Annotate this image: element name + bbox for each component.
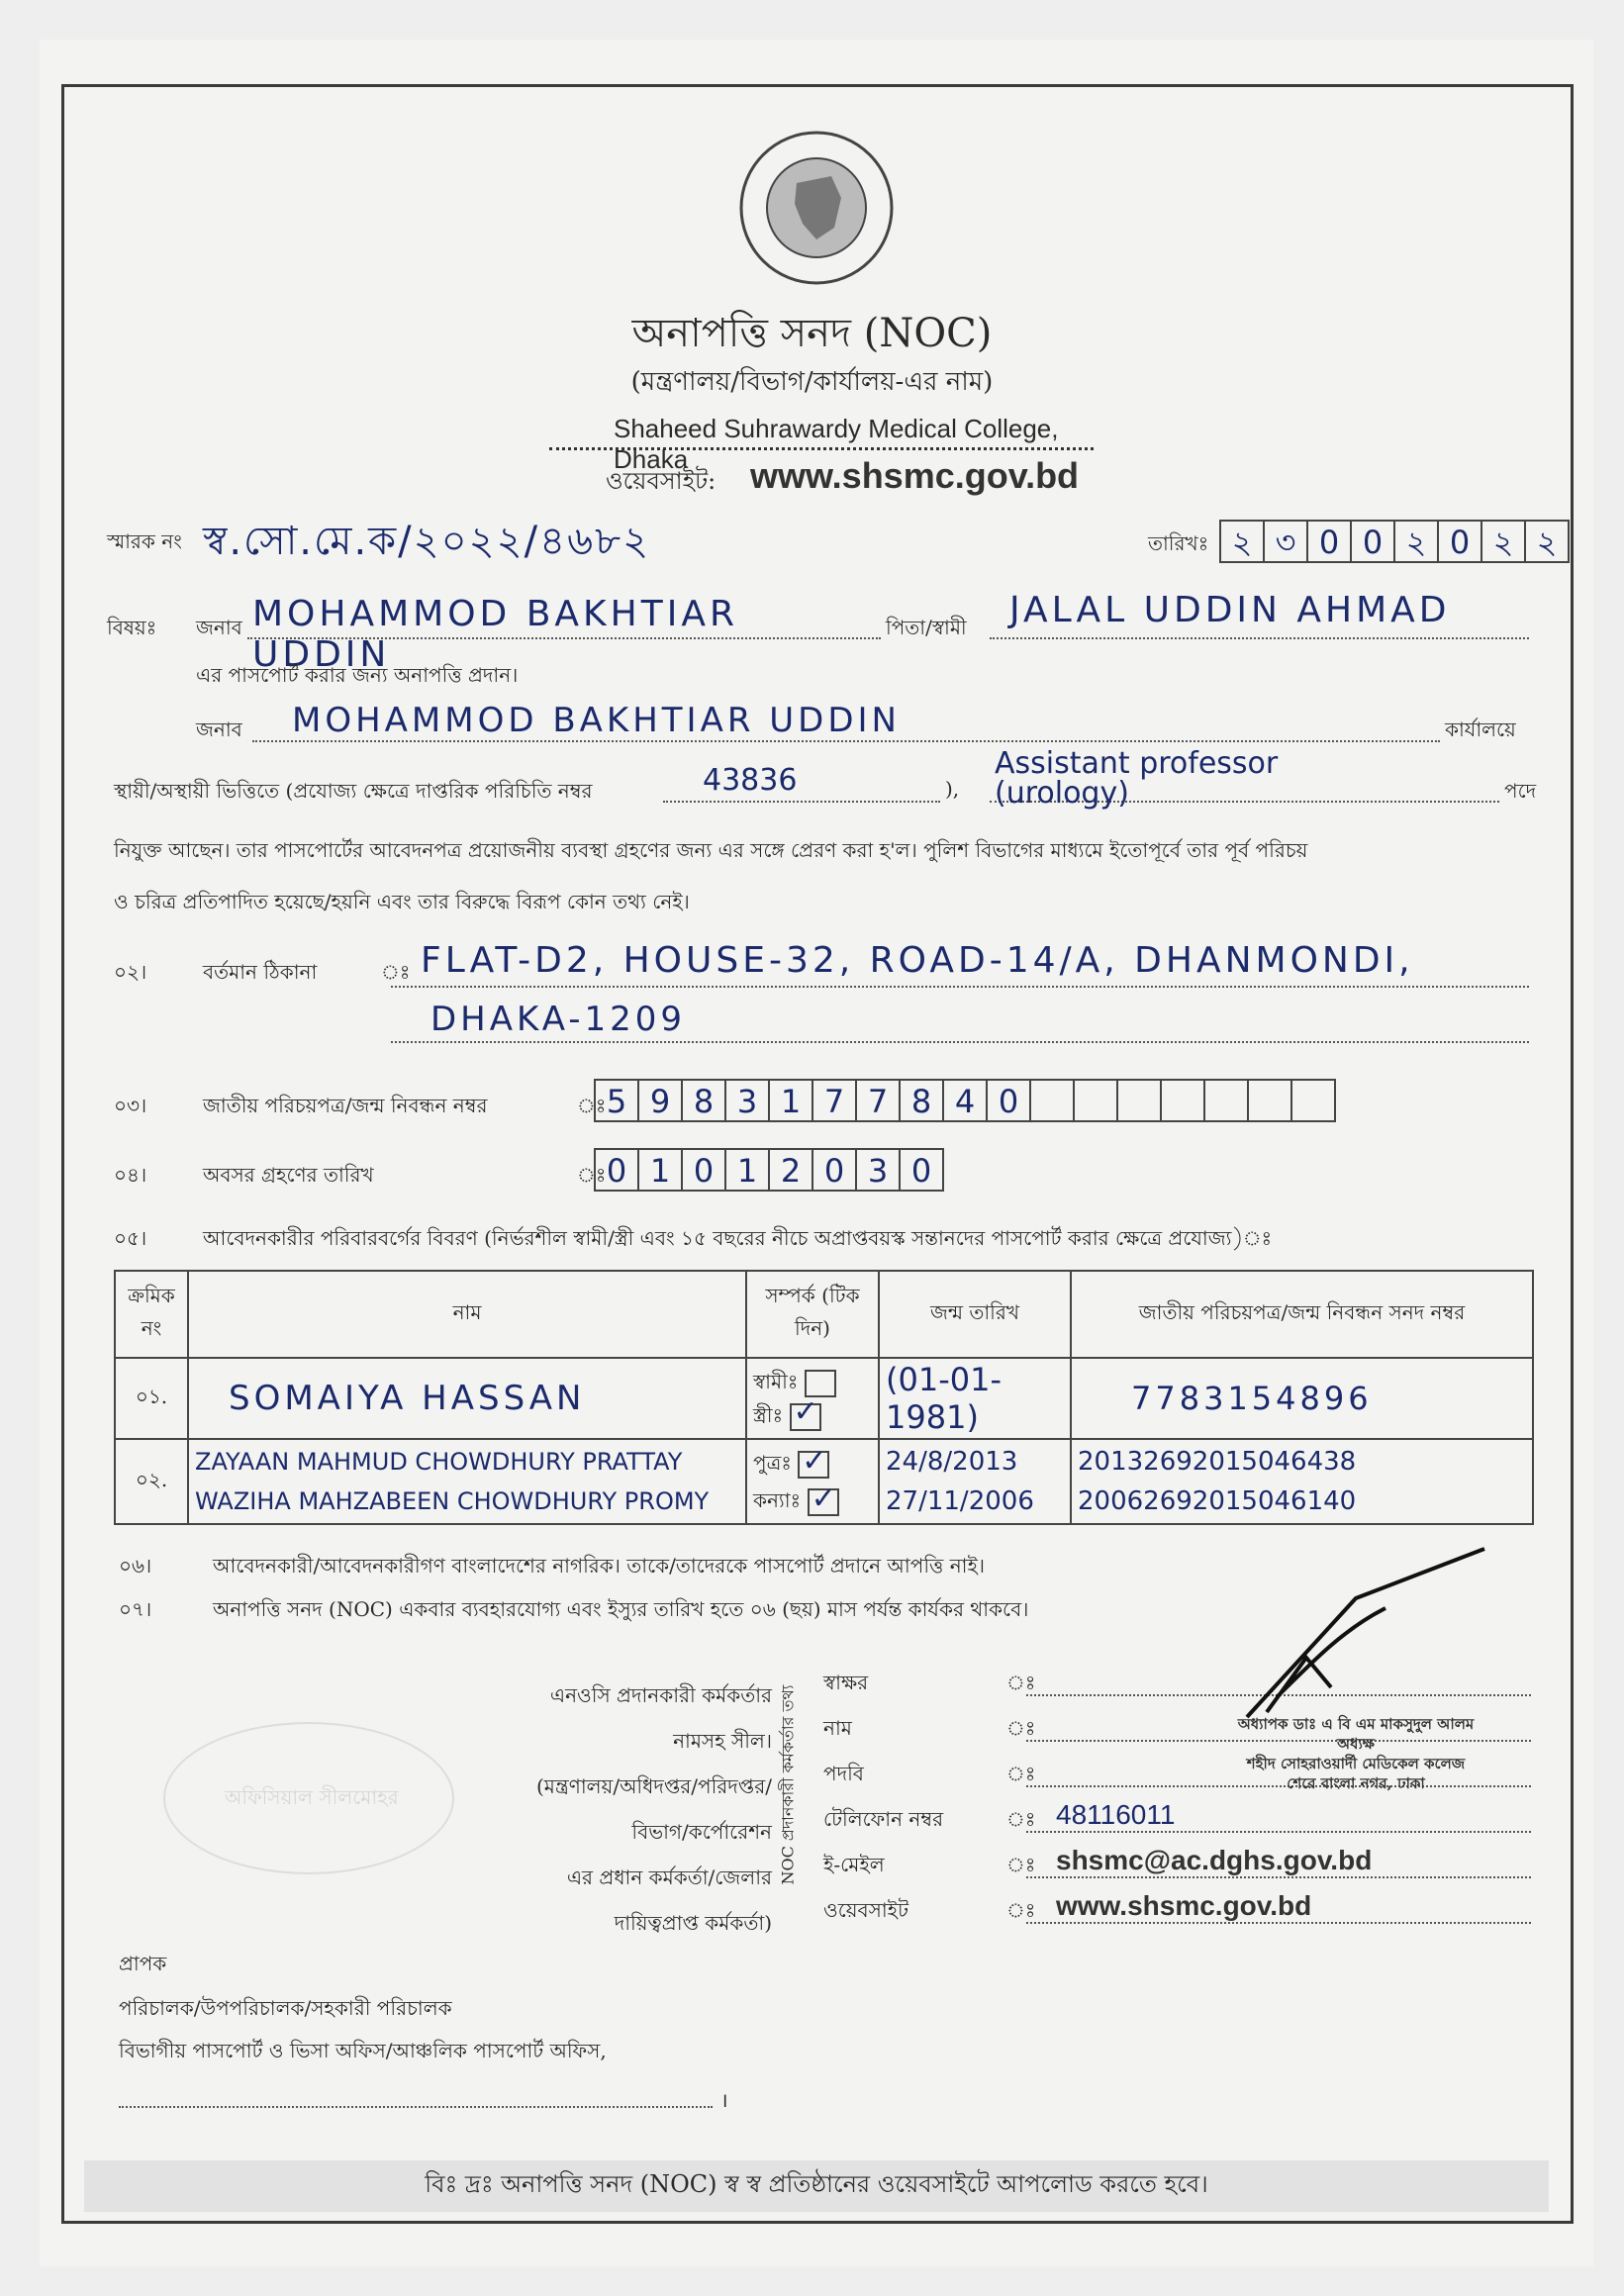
stamp-name: অধ্যাপক ডাঃ এ বি এম মাকসুদুল আলম: [1237, 1715, 1475, 1733]
recipient-line2: বিভাগীয় পাসপোর্ট ও ভিসা অফিস/আঞ্চলিক পাসপোর্ট অফিস,: [119, 2039, 607, 2062]
signatory-field-label: ই-মেইল: [823, 1853, 885, 1876]
nid-digit-box: 1: [768, 1079, 813, 1122]
nid-digit-box: 3: [724, 1079, 770, 1122]
row2-serial: ০২.: [115, 1439, 188, 1524]
basis-text: স্থায়ী/অস্থায়ী ভিত্তিতে (প্রযোজ্য ক্ষেত্রে দাপ্তরিক পরিচিতি নম্বর: [114, 779, 593, 803]
date-digit-box: 0: [1350, 520, 1395, 563]
header-serial: ক্রমিক নং: [115, 1271, 188, 1358]
retire-boxes: [594, 1148, 942, 1192]
retire-digit-box: 1: [637, 1148, 683, 1192]
signatory-left-line: দায়িত্বপ্রাপ্ত কর্মকর্তা): [614, 1911, 772, 1935]
office-name-line: [549, 414, 1094, 474]
signatory-field-value: www.shsmc.gov.bd: [1056, 1890, 1312, 1921]
vertical-label: NOC প্রদানকারী কর্মকর্তার তথ্য: [778, 1684, 798, 1885]
designation-line: [990, 746, 1499, 811]
signatory-field-label: নাম: [823, 1716, 852, 1740]
official-stamp: [1178, 1714, 1534, 1793]
row2-nid-daughter: 20062692015046140: [1078, 1486, 1357, 1516]
row2-rel-son: পুত্রঃ: [753, 1451, 792, 1475]
signatory-left-line: এর প্রধান কর্মকর্তা/জেলার: [566, 1866, 772, 1889]
nid-digit-box: [1247, 1079, 1292, 1122]
header-dob: জন্ম তারিখ: [879, 1271, 1071, 1358]
applicant-name: MOHAMMOD BAKHTIAR UDDIN: [252, 594, 738, 675]
document-title: অনাপত্তি সনদ (NOC): [631, 311, 993, 356]
body-janab: জনাব: [196, 718, 242, 741]
tick-icon: ✓: [793, 1393, 818, 1429]
item-06-number: ০৬।: [119, 1554, 152, 1578]
retire-digit-box: 0: [899, 1148, 944, 1192]
body-para1: নিযুক্ত আছেন। তার পাসপোর্টের আবেদনপত্র প্রয়োজনীয় ব্যবস্থা গ্রহণের জন্য এর সঙ্গে প্রেরণ করা হ'ল। পুলিশ বিভাগের মাধ্যমে ইতোপূর্বে তার পূর্ব পরিচয়: [114, 838, 1308, 862]
row2-nids: [1071, 1439, 1533, 1524]
row1-nid: 7783154896: [1071, 1358, 1533, 1439]
nid-label: জাতীয় পরিচয়পত্র/জন্ম নিবন্ধন নম্বর: [203, 1094, 488, 1117]
id-number: 43836: [703, 763, 798, 798]
nid-digit-box: 7: [855, 1079, 901, 1122]
nid-digit-box: [1203, 1079, 1249, 1122]
faded-seal-text: অফিসিয়াল সীলমোহর: [225, 1785, 399, 1809]
row2-nid-son: 20132692015046438: [1078, 1447, 1357, 1477]
nid-digit-box: [1116, 1079, 1162, 1122]
retire-digit-box: 1: [724, 1148, 770, 1192]
designation: Assistant professor (urology): [995, 746, 1279, 811]
retire-digit-box: 2: [768, 1148, 813, 1192]
signatory-field-value: 48116011: [1056, 1799, 1176, 1830]
field-colon: ঃ: [1006, 1716, 1036, 1740]
header-name: নাম: [188, 1271, 746, 1358]
nid-digit-box: 0: [986, 1079, 1031, 1122]
retire-digit-box: 0: [594, 1148, 639, 1192]
faded-seal: [163, 1722, 454, 1874]
signatory-left-line: (মন্ত্রণালয়/অধিদপ্তর/পরিদপ্তর/: [535, 1774, 772, 1798]
nid-digit-box: 5: [594, 1079, 639, 1122]
item-03-number: ০৩।: [114, 1094, 147, 1117]
signatory-left-line: বিভাগ/কর্পোরেশন: [631, 1820, 772, 1844]
checkbox-daughter[interactable]: [808, 1481, 839, 1516]
row2-names: [188, 1439, 746, 1524]
nid-digit-box: 9: [637, 1079, 683, 1122]
signature-scribble: [1237, 1539, 1494, 1727]
row1-dob: (01-01-1981): [879, 1358, 1071, 1439]
nid-digit-box: 4: [942, 1079, 988, 1122]
family-label: আবেদনকারীর পরিবারবর্গের বিবরণ (নির্ভরশীল স্বামী/স্ত্রী এবং ১৫ বছরের নীচে অপ্রাপ্তবয়স্ক সন্তানদের পাসপোর্ট করার ক্ষেত্রে প্রযোজ্য)ঃ: [203, 1226, 1273, 1250]
table-row: [115, 1439, 1533, 1524]
tick-icon: ✓: [811, 1481, 836, 1516]
signatory-field-label: স্বাক্ষর: [823, 1671, 869, 1694]
date-digit-box: 0: [1306, 520, 1352, 563]
field-colon: ঃ: [1006, 1807, 1036, 1831]
retire-digit-box: 0: [681, 1148, 726, 1192]
row2-name-daughter: WAZIHA MAHZABEEN CHOWDHURY PROMY: [195, 1487, 710, 1515]
signatory-field-row: [823, 1845, 1536, 1890]
body-para2: ও চরিত্র প্রতিপাদিত হয়েছে/হয়নি এবং তার বিরুদ্ধে বিরূপ কোন তথ্য নেই।: [114, 890, 690, 913]
checkbox-husband[interactable]: [805, 1370, 836, 1397]
row1-rel-husband: স্বামীঃ: [753, 1370, 799, 1393]
nid-digit-box: [1290, 1079, 1336, 1122]
item-02-number: ০২।: [114, 960, 147, 984]
signatory-left-block: [416, 1673, 772, 1946]
subject-label: বিষয়ঃ: [107, 616, 157, 639]
father-label: পিতা/স্বামী: [886, 616, 967, 639]
signatory-left-line: নামসহ সীল।: [673, 1729, 772, 1753]
father-name-line: [990, 590, 1529, 639]
row2-dob-daughter: 27/11/2006: [886, 1486, 1034, 1516]
signatory-field-label: ওয়েবসাইট: [823, 1898, 908, 1922]
vertical-label-box: [774, 1663, 804, 1910]
paren-close: ),: [945, 777, 960, 801]
item-05-number: ০৫।: [114, 1226, 147, 1250]
id-number-line: [663, 763, 940, 803]
row1-rel-wife: স্ত্রীঃ: [753, 1403, 784, 1427]
address-line2: DHAKA-1209: [430, 1000, 687, 1039]
date-digit-box: ২: [1219, 520, 1265, 563]
body-name: MOHAMMOD BAKHTIAR UDDIN: [292, 701, 901, 740]
checkbox-son[interactable]: [798, 1443, 829, 1479]
colon-03: ঃ: [577, 1094, 607, 1117]
nid-digit-box: [1029, 1079, 1075, 1122]
stamp-address: শেরে বাংলা নগর, ঢাকা: [1287, 1774, 1425, 1792]
date-digit-box: ৩: [1263, 520, 1308, 563]
field-colon: ঃ: [1006, 1898, 1036, 1922]
field-colon: ঃ: [1006, 1671, 1036, 1694]
signatory-field-row: [823, 1799, 1536, 1845]
subject-janab: জনাব: [196, 616, 242, 639]
date-digit-box: ২: [1393, 520, 1439, 563]
applicant-name-line: [247, 594, 881, 675]
bottom-note: বিঃ দ্রঃ অনাপত্তি সনদ (NOC) স্ব স্ব প্রতিষ্ঠানের ওয়েবসাইটে আপলোড করতে হবে।: [84, 2160, 1549, 2212]
row1-name: SOMAIYA HASSAN: [188, 1358, 746, 1439]
signatory-field-label: পদবি: [823, 1762, 864, 1785]
website-stamp: www.shsmc.gov.bd: [750, 455, 1080, 496]
tick-icon: ✓: [802, 1443, 827, 1479]
family-table-header: [115, 1271, 1533, 1358]
stamp-org: শহীদ সোহরাওয়ার্দী মেডিকেল কলেজ: [1246, 1755, 1466, 1772]
date-digit-box: ২: [1481, 520, 1526, 563]
row1-relation: [746, 1358, 879, 1439]
date-digit-box: ২: [1524, 520, 1570, 563]
row2-dobs: [879, 1439, 1071, 1524]
document-subtitle: (মন্ত্রণালয়/বিভাগ/কার্যালয়-এর নাম): [630, 367, 994, 397]
header-relation: সম্পর্ক (টিক দিন): [746, 1271, 879, 1358]
date-digit-box: 0: [1437, 520, 1482, 563]
checkbox-wife[interactable]: [790, 1393, 821, 1431]
post-suffix: পদে: [1504, 779, 1537, 803]
office-name: Shaheed Suhrawardy Medical College, Dhaka: [614, 414, 1059, 474]
family-table: [114, 1270, 1534, 1525]
stamp-title: অধ্যক্ষ: [1337, 1735, 1375, 1753]
signatory-field-value: shsmc@ac.dghs.gov.bd: [1056, 1845, 1373, 1875]
item-07-number: ০৭।: [119, 1597, 152, 1621]
row2-rel-daughter: কন্যাঃ: [753, 1488, 802, 1512]
retire-digit-box: 0: [812, 1148, 857, 1192]
body-name-line: [252, 701, 1440, 742]
row2-dob-son: 24/8/2013: [886, 1447, 1018, 1477]
address-label: বর্তমান ঠিকানা: [203, 960, 318, 984]
nid-digit-box: [1160, 1079, 1205, 1122]
signatory-field-row: [823, 1890, 1536, 1936]
item-04-number: ০৪।: [114, 1163, 147, 1187]
row2-relation: [746, 1439, 879, 1524]
nid-digit-box: 7: [812, 1079, 857, 1122]
recipient-line-end: ।: [720, 2088, 728, 2112]
item-06-text: আবেদনকারী/আবেদনকারীগণ বাংলাদেশের নাগরিক। তাকে/তাদেরকে পাসপোর্ট প্রদানে আপত্তি নাই।: [213, 1554, 986, 1578]
nid-digit-box: 8: [899, 1079, 944, 1122]
address-line2-row: [391, 1000, 1529, 1043]
father-name: JALAL UDDIN AHMAD: [1009, 590, 1451, 630]
memo-label: স্মারক নং: [107, 529, 182, 553]
office-suffix: কার্যালয়ে: [1445, 718, 1516, 741]
header-nid: জাতীয় পরিচয়পত্র/জন্ম নিবন্ধন সনদ নম্বর: [1071, 1271, 1533, 1358]
colon-02: ঃ: [381, 960, 411, 984]
recipient-line1: পরিচালক/উপপরিচালক/সহকারী পরিচালক: [119, 1996, 452, 2020]
recipient-label: প্রাপক: [119, 1952, 167, 1975]
nid-digit-box: 8: [681, 1079, 726, 1122]
website-label: ওয়েবসাইট:: [606, 467, 716, 495]
address-line1: FLAT-D2, HOUSE-32, ROAD-14/A, DHANMONDI,: [421, 940, 1414, 981]
date-boxes: [1219, 520, 1568, 563]
table-row: [115, 1358, 1533, 1439]
signatory-field-label: টেলিফোন নম্বর: [823, 1807, 944, 1831]
memo-number: স্ব.সো.মে.ক/২০২২/৪৬৮২: [203, 519, 651, 564]
item-07-text: অনাপত্তি সনদ (NOC) একবার ব্যবহারযোগ্য এবং ইস্যুর তারিখ হতে ০৬ (ছয়) মাস পর্যন্ত কার্যকর থাকবে।: [213, 1597, 1029, 1621]
row2-name-son: ZAYAAN MAHMUD CHOWDHURY PRATTAY: [195, 1448, 683, 1476]
nid-boxes: [594, 1079, 1334, 1122]
address-line1-row: [391, 940, 1529, 988]
retire-label: অবসর গ্রহণের তারিখ: [203, 1163, 374, 1187]
nid-digit-box: [1073, 1079, 1118, 1122]
field-colon: ঃ: [1006, 1853, 1036, 1876]
date-label: তারিখঃ: [1148, 531, 1209, 555]
government-seal: [737, 129, 896, 287]
recipient-dotted-line: [119, 2090, 713, 2108]
subject-line2: এর পাসপোর্ট করার জন্য অনাপত্তি প্রদান।: [196, 663, 519, 687]
colon-04: ঃ: [577, 1163, 607, 1187]
row1-serial: ০১.: [115, 1358, 188, 1439]
retire-digit-box: 3: [855, 1148, 901, 1192]
field-colon: ঃ: [1006, 1762, 1036, 1785]
signatory-left-line: এনওসি প্রদানকারী কর্মকর্তার: [549, 1683, 772, 1707]
